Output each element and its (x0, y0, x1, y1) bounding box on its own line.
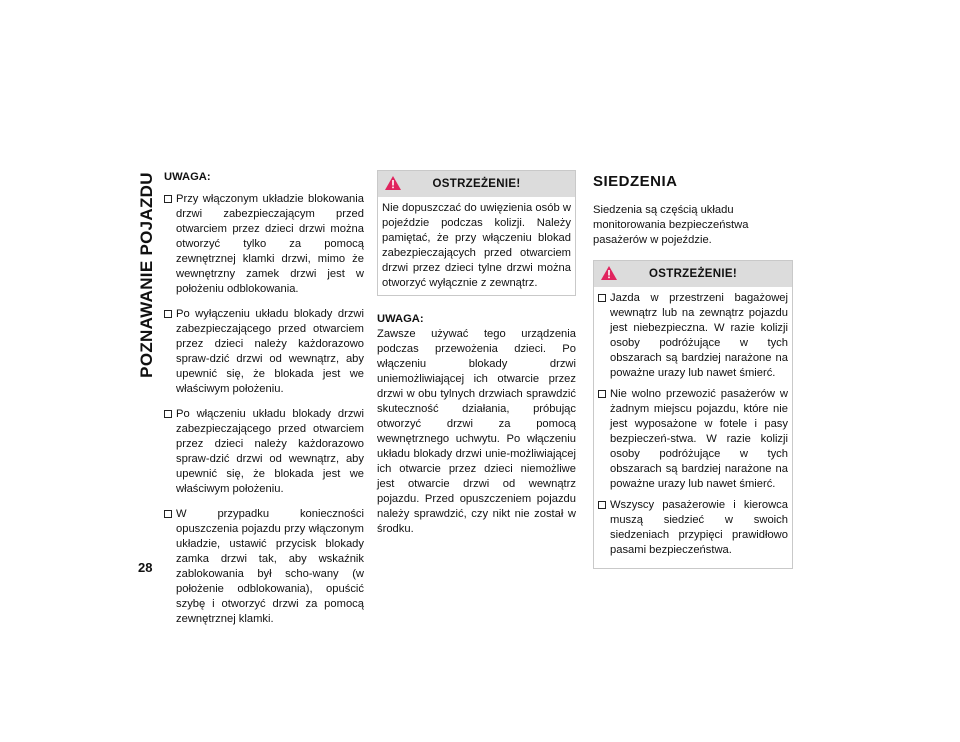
note-text: Zawsze używać tego urządzenia podczas przewożenia dzieci. Po włączeniu blokady drzwi uniemożliwiającej ich otwarcie przez drzwi w obu tylnych drzwiach sprawdzić skuteczność działania, próbując otworzyć drzwi za pomocą wewnętrznego uchwytu. Po włączeniu układu blokady drzwi unie-możliwiającej ich otwarcie przez dzieci niemożliwe jest otwarcie drzwi od wewnątrz pojazdu. Przed opuszczeniem pojazdu należy sprawdzić, czy nikt nie został w środku. (377, 328, 576, 535)
note-heading: UWAGA: (164, 171, 211, 183)
list-item: Wszyscy pasażerowie i kierowca muszą siedzieć w swoich siedzeniach przypięci prawidłowo pasami bezpieczeństwa. (598, 498, 788, 558)
warning-title: OSTRZEŻENIE! (432, 177, 521, 190)
list-item: Przy włączonym układzie blokowania drzwi zabezpieczającym przed otwarciem przez dzieci drzwi można otworzyć tylko za pomocą zewnętrznej klamki drzwi, mimo że wewnętrzny zamek drzwi jest w położeniu odblokowania. (164, 192, 364, 297)
square-bullet-icon (164, 195, 172, 203)
list-item: W przypadku konieczności opuszczenia pojazdu przy włączonym układzie, ustawić przycisk blokady zamka drzwi tak, aby wskaźnik zablokowania był scho-wany (w położenie odblokowania), opuścić szybę i otworzyć drzwi za pomocą zewnętrznej klamki. (164, 507, 364, 627)
list-item: Po włączeniu układu blokady drzwi zabezpieczającego przed otwarciem przez dzieci należy każdorazowo spraw-dzić drzwi od wewnątrz, aby upewnić się, że blokada jest we właściwym położeniu. (164, 407, 364, 497)
warning-text: Nie dopuszczać do uwięzienia osób w pojeździe podczas kolizji. Należy pamiętać, że przy włączeniu blokad zabezpieczających przed otwarciem drzwi przez dzieci tylne drzwi można otworzyć wyłącznie z zewnątrz. (382, 202, 571, 289)
warning-triangle-icon (600, 265, 618, 281)
warning-box (593, 260, 793, 569)
warning-title: OSTRZEŻENIE! (649, 267, 737, 280)
square-bullet-icon (164, 510, 172, 518)
warning-header (378, 171, 575, 197)
side-section-title (136, 174, 158, 376)
note-heading: UWAGA: (377, 313, 424, 325)
column-2 (377, 170, 576, 537)
column-1 (164, 170, 364, 637)
warning-triangle-icon (384, 175, 402, 191)
section-intro: Siedzenia są częścią układu monitorowania bezpieczeństwa pasażerów w pojeździe. (593, 204, 749, 246)
list-item: Nie wolno przewozić pasażerów w żadnym miejscu pojazdu, które nie jest wyposażone w fotele i pasy bezpieczeń-stwa. W razie kolizji osoby podróżujące w tych obszarach są bardziej narażone na poważne urazy lub nawet śmierć. (598, 387, 788, 492)
square-bullet-icon (164, 410, 172, 418)
side-section-title-text: POZNAWANIE POJAZDU (137, 172, 156, 378)
list-item: Jazda w przestrzeni bagażowej wewnątrz lub na zewnątrz pojazdu jest niebezpieczna. W razie kolizji osoby podróżujące w tych obszarach są bardziej narażone na poważne urazy lub nawet śmierć. (598, 291, 788, 381)
warning-header (594, 261, 792, 287)
page-number: 28 (138, 560, 153, 575)
section-title: SIEDZENIA (593, 173, 678, 190)
warning-body (594, 287, 792, 568)
square-bullet-icon (598, 294, 606, 302)
column-3 (593, 170, 793, 569)
warning-bullet-list (598, 291, 788, 558)
square-bullet-icon (598, 390, 606, 398)
square-bullet-icon (598, 501, 606, 509)
list-item: Po wyłączeniu układu blokady drzwi zabezpieczającego przed otwarciem przez dzieci należy każdorazowo spraw-dzić drzwi od wewnątrz, aby upewnić się, że blokada jest we właściwym położeniu. (164, 307, 364, 397)
warning-box (377, 170, 576, 296)
note-bullet-list (164, 192, 364, 627)
square-bullet-icon (164, 310, 172, 318)
